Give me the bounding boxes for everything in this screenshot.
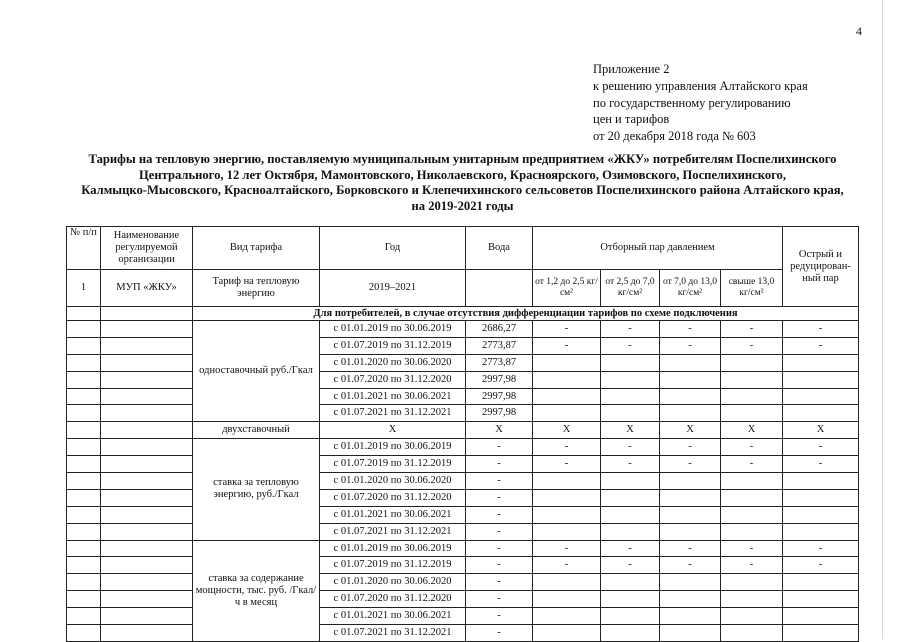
- appendix-block: [593, 61, 808, 145]
- org-num: 1: [67, 270, 101, 307]
- cell-p4: [721, 371, 783, 388]
- cell-p2: [601, 591, 660, 608]
- appendix-line: цен и тарифов: [593, 112, 670, 127]
- empty-cell: [67, 405, 101, 422]
- appendix-line: Приложение 2: [593, 62, 670, 76]
- cell-p1: -: [533, 540, 601, 557]
- header-year: Год: [320, 227, 466, 270]
- cell-p3: -: [660, 540, 721, 557]
- header-sharp-steam: Острый и редуцирован-ный пар: [783, 227, 859, 307]
- cell-x: Х: [660, 422, 721, 439]
- cell-water: 2686,27: [466, 321, 533, 338]
- org-tariff: Тариф на тепловую энергию: [193, 270, 320, 307]
- cell-p4: -: [721, 337, 783, 354]
- cell-p1: -: [533, 439, 601, 456]
- cell-water: -: [466, 540, 533, 557]
- table-row: [67, 608, 859, 625]
- title-line: Тарифы на тепловую энергию, поставляемую муниципальным унитарным предприятием «ЖКУ» потребителям Поспелихинского: [88, 152, 837, 166]
- cell-period: с 01.07.2021 по 31.12.2021: [320, 625, 466, 642]
- appendix-line: по государственному регулированию: [593, 95, 791, 110]
- table-row: [67, 523, 859, 540]
- cell-p4: -: [721, 439, 783, 456]
- empty-cell: [101, 439, 193, 456]
- cell-water: 2997,98: [466, 388, 533, 405]
- cell-period: с 01.07.2019 по 31.12.2019: [320, 456, 466, 473]
- cell-p3: [660, 591, 721, 608]
- empty-cell: [67, 608, 101, 625]
- cell-sharp: [783, 473, 859, 490]
- cell-water: -: [466, 456, 533, 473]
- empty-cell: [67, 591, 101, 608]
- cell-water: -: [466, 591, 533, 608]
- empty-cell: [101, 574, 193, 591]
- cell-p4: [721, 591, 783, 608]
- cell-p3: -: [660, 337, 721, 354]
- cell-sharp: -: [783, 337, 859, 354]
- cell-sharp: [783, 388, 859, 405]
- cell-p4: -: [721, 557, 783, 574]
- table-row: [67, 473, 859, 490]
- cell-p2: -: [601, 321, 660, 338]
- cell-p3: [660, 608, 721, 625]
- cell-x: Х: [783, 422, 859, 439]
- cell-sharp: -: [783, 321, 859, 338]
- empty-cell: [101, 608, 193, 625]
- cell-x: Х: [721, 422, 783, 439]
- cell-period: с 01.07.2020 по 31.12.2020: [320, 591, 466, 608]
- empty-cell: [67, 506, 101, 523]
- header-type: Вид тарифа: [193, 227, 320, 270]
- cell-p4: -: [721, 540, 783, 557]
- tariff-type-capacity-rate: ставка за содержание мощности, тыс. руб. /Гкал/ч в месяц: [193, 540, 320, 641]
- cell-p1: [533, 591, 601, 608]
- cell-sharp: [783, 608, 859, 625]
- cell-p2: -: [601, 540, 660, 557]
- empty-cell: [67, 557, 101, 574]
- table-row: [67, 422, 859, 439]
- cell-period: с 01.01.2021 по 30.06.2021: [320, 608, 466, 625]
- org-water: [466, 270, 533, 307]
- tariff-table: [66, 226, 859, 642]
- cell-p2: [601, 523, 660, 540]
- table-row: [67, 371, 859, 388]
- header-p1: от 1,2 до 2,5 кг/см²: [533, 270, 601, 307]
- cell-p1: [533, 405, 601, 422]
- cell-p3: [660, 354, 721, 371]
- empty-cell: [67, 439, 101, 456]
- cell-sharp: [783, 523, 859, 540]
- cell-p1: [533, 371, 601, 388]
- empty-cell: [101, 523, 193, 540]
- empty-cell: [101, 456, 193, 473]
- document-title: [55, 152, 870, 214]
- empty-cell: [101, 557, 193, 574]
- cell-p4: [721, 489, 783, 506]
- tariff-type-single-rate: одноставочный руб./Гкал: [193, 321, 320, 422]
- cell-p2: [601, 473, 660, 490]
- cell-p4: [721, 523, 783, 540]
- header-p4: свыше 13,0 кг/см²: [721, 270, 783, 307]
- cell-p2: -: [601, 337, 660, 354]
- empty-cell: [101, 388, 193, 405]
- title-line: на 2019-2021 годы: [411, 198, 514, 213]
- cell-sharp: [783, 506, 859, 523]
- cell-p1: [533, 574, 601, 591]
- cell-p3: -: [660, 557, 721, 574]
- page-number: 4: [856, 24, 862, 38]
- empty-cell: [67, 354, 101, 371]
- cell-p3: [660, 405, 721, 422]
- page-edge-line: [882, 0, 883, 639]
- cell-sharp: [783, 354, 859, 371]
- table-row: [67, 540, 859, 557]
- cell-sharp: [783, 405, 859, 422]
- org-years: 2019–2021: [320, 270, 466, 307]
- cell-p2: [601, 354, 660, 371]
- table-row: [67, 321, 859, 338]
- cell-period: с 01.01.2020 по 30.06.2020: [320, 574, 466, 591]
- header-steam: Отборный пар давлением: [533, 227, 783, 270]
- cell-water: -: [466, 608, 533, 625]
- cell-sharp: -: [783, 456, 859, 473]
- empty-cell: [101, 321, 193, 338]
- cell-p1: [533, 523, 601, 540]
- cell-p1: -: [533, 456, 601, 473]
- empty-cell: [67, 321, 101, 338]
- table-row: [67, 388, 859, 405]
- cell-sharp: [783, 591, 859, 608]
- empty-cell: [101, 354, 193, 371]
- header-p2: от 2,5 до 7,0 кг/см²: [601, 270, 660, 307]
- cell-period: с 01.07.2020 по 31.12.2020: [320, 489, 466, 506]
- cell-sharp: [783, 371, 859, 388]
- cell-p2: -: [601, 557, 660, 574]
- table-row: [67, 456, 859, 473]
- empty-cell: [101, 540, 193, 557]
- cell-period: с 01.07.2019 по 31.12.2019: [320, 337, 466, 354]
- cell-p1: [533, 388, 601, 405]
- cell-p4: [721, 388, 783, 405]
- cell-x: Х: [533, 422, 601, 439]
- empty-cell: [101, 473, 193, 490]
- cell-water: 2773,87: [466, 354, 533, 371]
- cell-p3: [660, 388, 721, 405]
- cell-p4: [721, 473, 783, 490]
- cell-p2: [601, 371, 660, 388]
- empty-cell: [101, 371, 193, 388]
- cell-water: -: [466, 523, 533, 540]
- cell-p2: -: [601, 456, 660, 473]
- cell-p2: [601, 574, 660, 591]
- empty-cell: [67, 574, 101, 591]
- tariff-type-energy-rate: ставка за тепловую энергию, руб./Гкал: [193, 439, 320, 540]
- empty-cell: [67, 337, 101, 354]
- cell-period: с 01.07.2019 по 31.12.2019: [320, 557, 466, 574]
- cell-period: с 01.01.2021 по 30.06.2021: [320, 506, 466, 523]
- empty-cell: [67, 523, 101, 540]
- cell-x: Х: [601, 422, 660, 439]
- cell-p4: -: [721, 456, 783, 473]
- cell-period: с 01.01.2020 по 30.06.2020: [320, 354, 466, 371]
- cell-sharp: [783, 574, 859, 591]
- cell-p4: -: [721, 321, 783, 338]
- cell-water: -: [466, 625, 533, 642]
- empty-cell: [67, 489, 101, 506]
- cell-period: с 01.01.2019 по 30.06.2019: [320, 540, 466, 557]
- header-water: Вода: [466, 227, 533, 270]
- cell-water: 2997,98: [466, 405, 533, 422]
- cell-period: с 01.07.2021 по 31.12.2021: [320, 523, 466, 540]
- cell-p2: [601, 489, 660, 506]
- cell-p3: -: [660, 321, 721, 338]
- table-row: [67, 337, 859, 354]
- empty-cell: [67, 307, 101, 321]
- cell-p3: [660, 506, 721, 523]
- tariff-type-double-rate: двухставочный: [193, 422, 320, 439]
- empty-cell: [67, 371, 101, 388]
- cell-period: с 01.07.2021 по 31.12.2021: [320, 405, 466, 422]
- empty-cell: [101, 591, 193, 608]
- cell-p4: [721, 405, 783, 422]
- org-row: [67, 270, 859, 307]
- cell-p4: [721, 608, 783, 625]
- cell-p1: [533, 473, 601, 490]
- empty-cell: [67, 456, 101, 473]
- cell-sharp: -: [783, 557, 859, 574]
- cell-p3: [660, 574, 721, 591]
- cell-water: -: [466, 506, 533, 523]
- cell-sharp: -: [783, 540, 859, 557]
- cell-period: с 01.01.2019 по 30.06.2019: [320, 321, 466, 338]
- cell-p3: -: [660, 456, 721, 473]
- empty-cell: [101, 422, 193, 439]
- empty-cell: [67, 473, 101, 490]
- cell-p1: [533, 608, 601, 625]
- cell-p2: [601, 388, 660, 405]
- cell-p3: -: [660, 439, 721, 456]
- cell-p4: [721, 506, 783, 523]
- table-row: [67, 354, 859, 371]
- table-row: [67, 405, 859, 422]
- cell-p4: [721, 354, 783, 371]
- cell-p3: [660, 489, 721, 506]
- cell-water: -: [466, 473, 533, 490]
- cell-p1: -: [533, 321, 601, 338]
- header-org: Наименование регулируемой организации: [101, 227, 193, 270]
- title-line: Калмыцко-Мысовского, Красноалтайского, Борковского и Клепечихинского сельсоветов Поспелихинского района Алтайского края,: [81, 183, 844, 198]
- cell-p3: [660, 523, 721, 540]
- empty-cell: [101, 307, 193, 321]
- cell-p1: -: [533, 337, 601, 354]
- table-row: [67, 591, 859, 608]
- empty-cell: [67, 422, 101, 439]
- table-row: [67, 506, 859, 523]
- cell-water: -: [466, 574, 533, 591]
- cell-p1: -: [533, 557, 601, 574]
- header-p3: от 7,0 до 13,0 кг/см²: [660, 270, 721, 307]
- cell-p1: [533, 506, 601, 523]
- cell-p3: [660, 473, 721, 490]
- cell-x: Х: [320, 422, 466, 439]
- cell-water: -: [466, 489, 533, 506]
- cell-period: с 01.01.2019 по 30.06.2019: [320, 439, 466, 456]
- appendix-line: к решению управления Алтайского края: [593, 78, 808, 93]
- table-row: [67, 439, 859, 456]
- header-num: № п/п: [67, 227, 101, 270]
- cell-p1: [533, 489, 601, 506]
- table-row: [67, 557, 859, 574]
- cell-water: -: [466, 557, 533, 574]
- title-line: Центрального, 12 лет Октября, Мамонтовского, Николаевского, Красноярского, Озимовского, Поспелихинского,: [139, 167, 786, 182]
- section-row: [67, 307, 859, 321]
- cell-water: 2997,98: [466, 371, 533, 388]
- empty-cell: [101, 337, 193, 354]
- cell-x: Х: [466, 422, 533, 439]
- cell-period: с 01.01.2020 по 30.06.2020: [320, 473, 466, 490]
- cell-period: с 01.07.2020 по 31.12.2020: [320, 371, 466, 388]
- empty-cell: [101, 489, 193, 506]
- appendix-line: от 20 декабря 2018 года № 603: [593, 129, 756, 144]
- cell-p3: [660, 371, 721, 388]
- empty-cell: [101, 405, 193, 422]
- org-name: МУП «ЖКУ»: [101, 270, 193, 307]
- table-row: [67, 574, 859, 591]
- cell-water: 2773,87: [466, 337, 533, 354]
- table-row: [67, 489, 859, 506]
- empty-cell: [67, 540, 101, 557]
- empty-cell: [67, 388, 101, 405]
- empty-cell: [101, 506, 193, 523]
- cell-p2: -: [601, 439, 660, 456]
- section-title: Для потребителей, в случае отсутствия дифференциации тарифов по схеме подключения: [193, 307, 859, 321]
- cell-p1: [533, 354, 601, 371]
- cell-p2: [601, 506, 660, 523]
- cell-period: с 01.01.2021 по 30.06.2021: [320, 388, 466, 405]
- cell-p2: [601, 608, 660, 625]
- cell-p4: [721, 574, 783, 591]
- cell-water: -: [466, 439, 533, 456]
- cell-p2: [601, 405, 660, 422]
- cell-sharp: -: [783, 439, 859, 456]
- header-row: [67, 227, 859, 270]
- cell-sharp: [783, 489, 859, 506]
